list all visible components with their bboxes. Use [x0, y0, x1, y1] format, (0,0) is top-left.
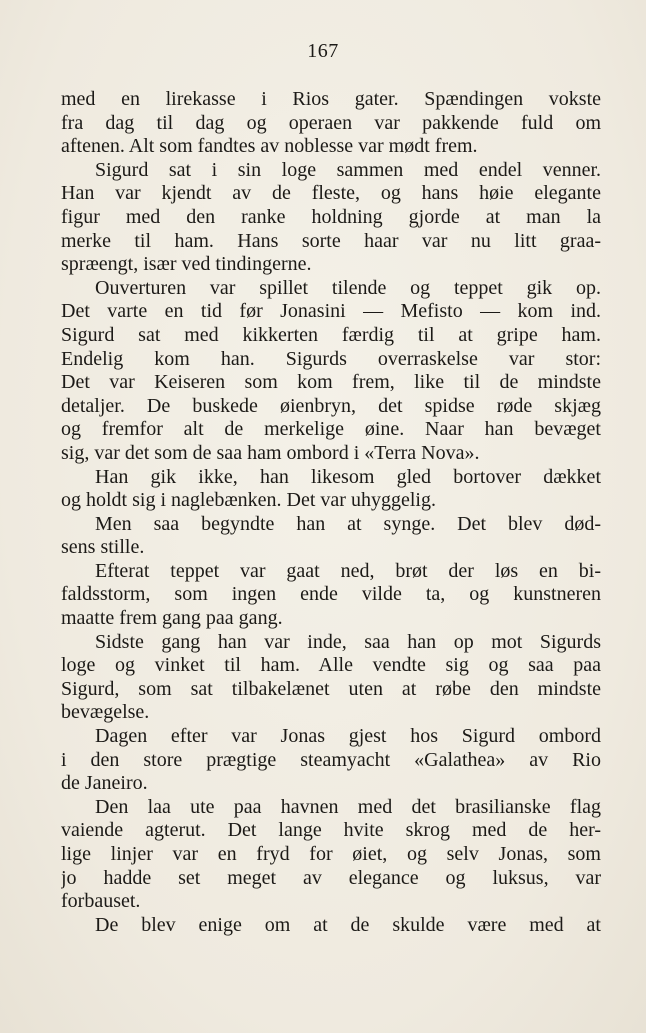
text-line: faldsstorm, som ingen ende vilde ta, og kunstneren: [61, 583, 601, 606]
text-line: Han var kjendt av de fleste, og hans høie elegante: [61, 182, 601, 205]
text-line: Han gik ikke, han likesom gled bortover dækket: [95, 465, 601, 488]
text-line: Sigurd sat med kikkerten færdig til at gripe ham.: [61, 323, 601, 346]
text-line: fra dag til dag og operaen var pakkende fuld om: [61, 111, 601, 134]
text-line: Den laa ute paa havnen med det brasilianske flag: [95, 795, 601, 818]
text-line: maatte frem gang paa gang.: [61, 607, 283, 630]
text-line: Dagen efter var Jonas gjest hos Sigurd ombord: [95, 725, 601, 748]
text-line: sens stille.: [61, 536, 145, 559]
text-line: forbauset.: [61, 890, 141, 913]
page-number: 167: [307, 40, 339, 62]
text-line: i den store prægtige steamyacht «Galathea» av Rio: [61, 748, 601, 771]
text-line: bevægelse.: [61, 701, 150, 724]
text-line: Sigurd sat i sin loge sammen med endel venner.: [95, 158, 601, 181]
text-line: Det varte en tid før Jonasini — Mefisto — kom ind.: [61, 300, 601, 323]
text-line: og fremfor alt de merkelige øine. Naar han bevæget: [61, 418, 601, 441]
text-line: lige linjer var en fryd for øiet, og selv Jonas, som: [61, 843, 601, 865]
text-line: Ouverturen var spillet tilende og teppet gik op.: [95, 276, 601, 299]
text-line: spræengt, især ved tindingerne.: [61, 253, 312, 276]
text-line: jo hadde set meget av elegance og luksus, var: [61, 866, 601, 889]
text-line: og holdt sig i naglebænken. Det var uhyggelig.: [61, 489, 436, 512]
text-line: Endelig kom han. Sigurds overraskelse var stor:: [61, 347, 601, 370]
text-line: med en lirekasse i Rios gater. Spændingen vokste: [61, 88, 601, 110]
text-line: De blev enige om at de skulde være med at: [95, 913, 601, 936]
text-line: Sigurd, som sat tilbakelænet uten at røbe den mindste: [61, 677, 601, 700]
text-line: Sidste gang han var inde, saa han op mot Sigurds: [95, 630, 601, 653]
text-line: vaiende agterut. Det lange hvite skrog med de her-: [61, 819, 601, 842]
text-line: Efterat teppet var gaat ned, brøt der løs en bi-: [95, 559, 601, 582]
text-line: Det var Keiseren som kom frem, like til de mindste: [61, 371, 601, 394]
text-line: sig, var det som de saa ham ombord i «Terra Nova».: [61, 441, 480, 464]
text-line: merke til ham. Hans sorte haar var nu litt graa-: [61, 229, 601, 252]
text-line: detaljer. De buskede øienbryn, det spidse røde skjæg: [61, 394, 601, 417]
text-line: de Janeiro.: [61, 772, 148, 795]
text-line: Men saa begyndte han at synge. Det blev død-: [95, 512, 601, 535]
text-line: loge og vinket til ham. Alle vendte sig og saa paa: [61, 654, 601, 677]
text-line: figur med den ranke holdning gjorde at man la: [61, 205, 601, 228]
body-text: [61, 88, 601, 937]
text-line: aftenen. Alt som fandtes av noblesse var mødt frem.: [61, 135, 478, 158]
